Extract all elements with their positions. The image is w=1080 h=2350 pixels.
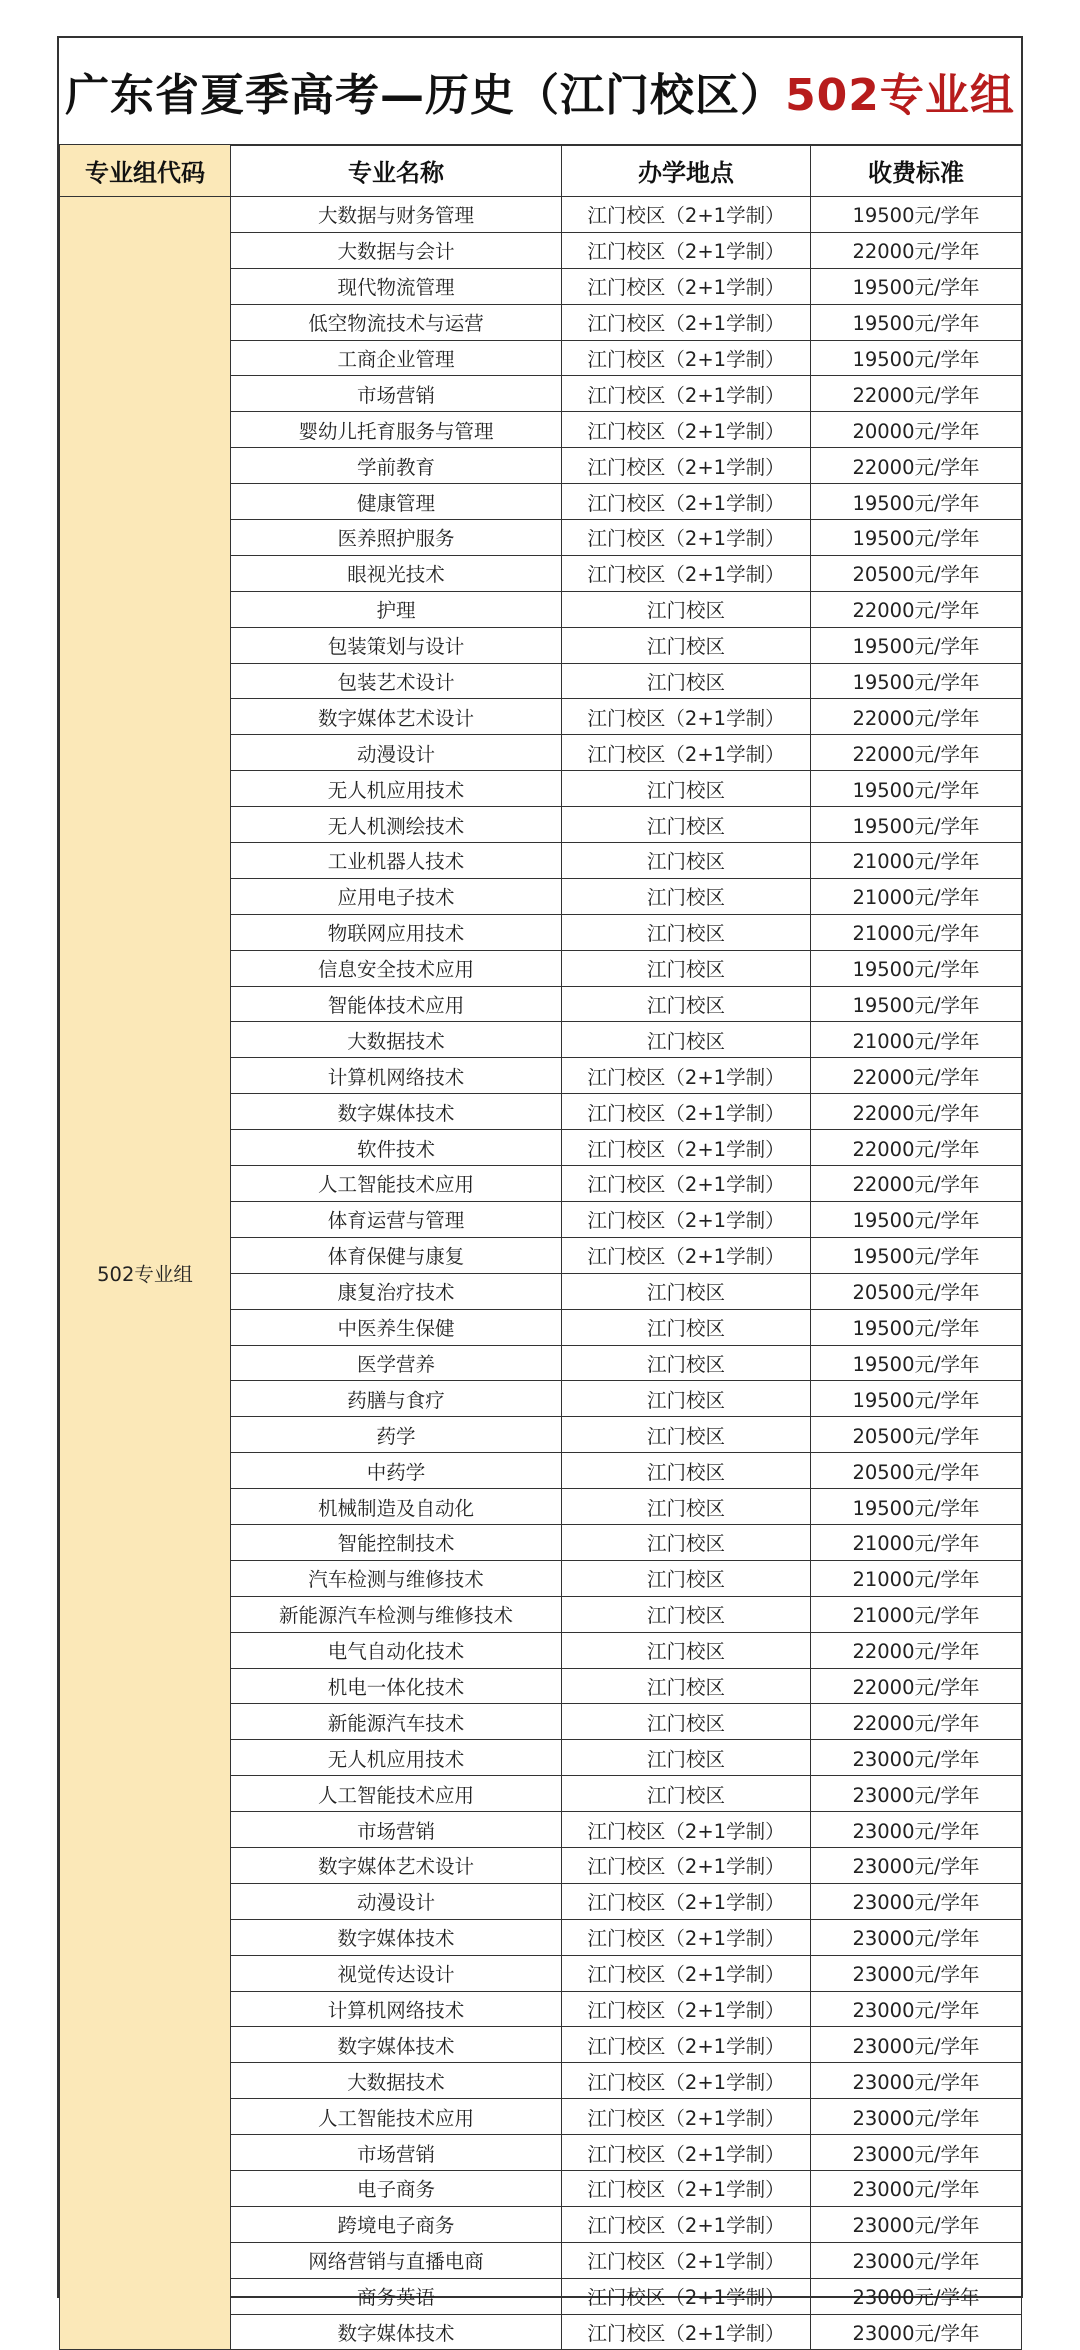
major-name-cell: 大数据与会计: [231, 232, 562, 268]
major-name-cell: 市场营销: [231, 376, 562, 412]
location-cell: 江门校区: [562, 1381, 811, 1417]
location-cell: 江门校区（2+1学制）: [562, 448, 811, 484]
major-name-cell: 包装艺术设计: [231, 663, 562, 699]
major-name-cell: 学前教育: [231, 448, 562, 484]
location-cell: 江门校区（2+1学制）: [562, 2314, 811, 2350]
major-name-cell: 智能体技术应用: [231, 986, 562, 1022]
location-cell: 江门校区（2+1学制）: [562, 1094, 811, 1130]
fee-cell: 19500元/学年: [811, 950, 1022, 986]
location-cell: 江门校区: [562, 1560, 811, 1596]
major-name-cell: 体育运营与管理: [231, 1201, 562, 1237]
fee-cell: 23000元/学年: [811, 2242, 1022, 2278]
major-name-cell: 人工智能技术应用: [231, 1166, 562, 1202]
major-name-cell: 中医养生保健: [231, 1309, 562, 1345]
fee-cell: 19500元/学年: [811, 304, 1022, 340]
location-cell: 江门校区（2+1学制）: [562, 1058, 811, 1094]
fee-cell: 23000元/学年: [811, 2063, 1022, 2099]
location-cell: 江门校区（2+1学制）: [562, 412, 811, 448]
major-name-cell: 护理: [231, 591, 562, 627]
fee-cell: 19500元/学年: [811, 1237, 1022, 1273]
major-name-cell: 包装策划与设计: [231, 627, 562, 663]
fee-cell: 19500元/学年: [811, 663, 1022, 699]
location-cell: 江门校区: [562, 1022, 811, 1058]
fee-cell: 19500元/学年: [811, 807, 1022, 843]
fee-cell: 23000元/学年: [811, 1883, 1022, 1919]
fee-cell: 23000元/学年: [811, 2135, 1022, 2171]
fee-cell: 22000元/学年: [811, 1632, 1022, 1668]
major-name-cell: 信息安全技术应用: [231, 950, 562, 986]
fee-cell: 22000元/学年: [811, 232, 1022, 268]
fee-cell: 19500元/学年: [811, 986, 1022, 1022]
location-cell: 江门校区（2+1学制）: [562, 2063, 811, 2099]
location-cell: 江门校区: [562, 1309, 811, 1345]
fee-cell: 21000元/学年: [811, 1560, 1022, 1596]
major-name-cell: 大数据技术: [231, 1022, 562, 1058]
fee-cell: 22000元/学年: [811, 735, 1022, 771]
fee-cell: 19500元/学年: [811, 1201, 1022, 1237]
location-cell: 江门校区（2+1学制）: [562, 232, 811, 268]
location-cell: 江门校区（2+1学制）: [562, 2135, 811, 2171]
major-name-cell: 医养照护服务: [231, 520, 562, 556]
location-cell: 江门校区: [562, 1417, 811, 1453]
fee-cell: 22000元/学年: [811, 1704, 1022, 1740]
major-name-cell: 药膳与食疗: [231, 1381, 562, 1417]
location-cell: 江门校区（2+1学制）: [562, 1201, 811, 1237]
fee-cell: 21000元/学年: [811, 1022, 1022, 1058]
fee-cell: 22000元/学年: [811, 1166, 1022, 1202]
fee-cell: 19500元/学年: [811, 1381, 1022, 1417]
major-name-cell: 物联网应用技术: [231, 914, 562, 950]
header-major-name: 专业名称: [231, 145, 562, 197]
location-cell: 江门校区: [562, 1345, 811, 1381]
major-name-cell: 数字媒体技术: [231, 2027, 562, 2063]
major-name-cell: 工业机器人技术: [231, 843, 562, 879]
major-name-cell: 工商企业管理: [231, 340, 562, 376]
location-cell: 江门校区（2+1学制）: [562, 735, 811, 771]
fee-cell: 23000元/学年: [811, 2170, 1022, 2206]
table-header-row: [60, 145, 1022, 197]
location-cell: 江门校区（2+1学制）: [562, 1991, 811, 2027]
major-name-cell: 大数据与财务管理: [231, 197, 562, 233]
fee-cell: 19500元/学年: [811, 197, 1022, 233]
location-cell: 江门校区（2+1学制）: [562, 520, 811, 556]
page-title: [59, 38, 1021, 146]
major-name-cell: 软件技术: [231, 1130, 562, 1166]
fee-cell: 22000元/学年: [811, 376, 1022, 412]
fee-cell: 20500元/学年: [811, 1273, 1022, 1309]
major-name-cell: 网络营销与直播电商: [231, 2242, 562, 2278]
location-cell: 江门校区（2+1学制）: [562, 1237, 811, 1273]
group-code-cell: 502专业组: [60, 197, 231, 2350]
fee-cell: 23000元/学年: [811, 2027, 1022, 2063]
fee-cell: 19500元/学年: [811, 1489, 1022, 1525]
major-name-cell: 人工智能技术应用: [231, 1776, 562, 1812]
fee-cell: 21000元/学年: [811, 1524, 1022, 1560]
location-cell: 江门校区（2+1学制）: [562, 2278, 811, 2314]
major-name-cell: 体育保健与康复: [231, 1237, 562, 1273]
header-location: 办学地点: [562, 145, 811, 197]
location-cell: 江门校区: [562, 1632, 811, 1668]
fee-cell: 20000元/学年: [811, 412, 1022, 448]
location-cell: 江门校区（2+1学制）: [562, 268, 811, 304]
fee-cell: 20500元/学年: [811, 1453, 1022, 1489]
major-name-cell: 应用电子技术: [231, 878, 562, 914]
location-cell: 江门校区: [562, 986, 811, 1022]
fee-cell: 20500元/学年: [811, 555, 1022, 591]
location-cell: 江门校区（2+1学制）: [562, 2206, 811, 2242]
major-name-cell: 电子商务: [231, 2170, 562, 2206]
major-name-cell: 数字媒体技术: [231, 1919, 562, 1955]
major-name-cell: 大数据技术: [231, 2063, 562, 2099]
fee-cell: 22000元/学年: [811, 591, 1022, 627]
fee-cell: 23000元/学年: [811, 1955, 1022, 1991]
major-name-cell: 市场营销: [231, 1812, 562, 1848]
location-cell: 江门校区（2+1学制）: [562, 376, 811, 412]
fee-cell: 22000元/学年: [811, 1094, 1022, 1130]
fee-cell: 23000元/学年: [811, 1991, 1022, 2027]
major-name-cell: 人工智能技术应用: [231, 2099, 562, 2135]
major-name-cell: 数字媒体艺术设计: [231, 699, 562, 735]
major-name-cell: 机电一体化技术: [231, 1668, 562, 1704]
fee-cell: 19500元/学年: [811, 1345, 1022, 1381]
location-cell: 江门校区: [562, 1740, 811, 1776]
fee-cell: 23000元/学年: [811, 1812, 1022, 1848]
location-cell: 江门校区: [562, 627, 811, 663]
major-fee-table: [59, 144, 1022, 2350]
fee-cell: 22000元/学年: [811, 448, 1022, 484]
major-name-cell: 中药学: [231, 1453, 562, 1489]
major-name-cell: 动漫设计: [231, 1883, 562, 1919]
major-name-cell: 无人机应用技术: [231, 771, 562, 807]
major-name-cell: 数字媒体技术: [231, 1094, 562, 1130]
fee-cell: 21000元/学年: [811, 914, 1022, 950]
fee-cell: 19500元/学年: [811, 771, 1022, 807]
fee-cell: 23000元/学年: [811, 2206, 1022, 2242]
location-cell: 江门校区（2+1学制）: [562, 2170, 811, 2206]
fee-cell: 21000元/学年: [811, 878, 1022, 914]
major-name-cell: 汽车检测与维修技术: [231, 1560, 562, 1596]
major-name-cell: 现代物流管理: [231, 268, 562, 304]
location-cell: 江门校区（2+1学制）: [562, 2027, 811, 2063]
location-cell: 江门校区: [562, 807, 811, 843]
location-cell: 江门校区: [562, 1704, 811, 1740]
major-name-cell: 机械制造及自动化: [231, 1489, 562, 1525]
major-name-cell: 医学营养: [231, 1345, 562, 1381]
location-cell: 江门校区: [562, 950, 811, 986]
major-name-cell: 跨境电子商务: [231, 2206, 562, 2242]
location-cell: 江门校区（2+1学制）: [562, 555, 811, 591]
fee-cell: 22000元/学年: [811, 1668, 1022, 1704]
major-name-cell: 低空物流技术与运营: [231, 304, 562, 340]
major-name-cell: 计算机网络技术: [231, 1991, 562, 2027]
major-name-cell: 数字媒体艺术设计: [231, 1847, 562, 1883]
location-cell: 江门校区（2+1学制）: [562, 1919, 811, 1955]
fee-cell: 23000元/学年: [811, 1919, 1022, 1955]
location-cell: 江门校区: [562, 591, 811, 627]
location-cell: 江门校区: [562, 771, 811, 807]
major-name-cell: 新能源汽车技术: [231, 1704, 562, 1740]
major-name-cell: 智能控制技术: [231, 1524, 562, 1560]
location-cell: 江门校区: [562, 1668, 811, 1704]
fee-cell: 19500元/学年: [811, 340, 1022, 376]
major-name-cell: 视觉传达设计: [231, 1955, 562, 1991]
location-cell: 江门校区（2+1学制）: [562, 1130, 811, 1166]
major-name-cell: 市场营销: [231, 2135, 562, 2171]
location-cell: 江门校区（2+1学制）: [562, 2099, 811, 2135]
major-name-cell: 康复治疗技术: [231, 1273, 562, 1309]
major-name-cell: 计算机网络技术: [231, 1058, 562, 1094]
table-body: [60, 197, 1022, 2350]
major-name-cell: 商务英语: [231, 2278, 562, 2314]
fee-cell: 22000元/学年: [811, 1058, 1022, 1094]
header-fee: 收费标准: [811, 145, 1022, 197]
document-frame: [57, 36, 1023, 2345]
location-cell: 江门校区: [562, 1489, 811, 1525]
fee-cell: 19500元/学年: [811, 1309, 1022, 1345]
location-cell: 江门校区: [562, 1273, 811, 1309]
location-cell: 江门校区: [562, 878, 811, 914]
location-cell: 江门校区: [562, 1524, 811, 1560]
location-cell: 江门校区: [562, 843, 811, 879]
location-cell: 江门校区: [562, 1453, 811, 1489]
fee-cell: 22000元/学年: [811, 699, 1022, 735]
location-cell: 江门校区（2+1学制）: [562, 340, 811, 376]
fee-cell: 23000元/学年: [811, 2278, 1022, 2314]
location-cell: 江门校区（2+1学制）: [562, 304, 811, 340]
major-name-cell: 药学: [231, 1417, 562, 1453]
fee-cell: 20500元/学年: [811, 1417, 1022, 1453]
major-name-cell: 电气自动化技术: [231, 1632, 562, 1668]
major-name-cell: 无人机测绘技术: [231, 807, 562, 843]
location-cell: 江门校区（2+1学制）: [562, 699, 811, 735]
major-name-cell: 眼视光技术: [231, 555, 562, 591]
location-cell: 江门校区（2+1学制）: [562, 1847, 811, 1883]
fee-cell: 23000元/学年: [811, 1740, 1022, 1776]
major-name-cell: 无人机应用技术: [231, 1740, 562, 1776]
major-name-cell: 健康管理: [231, 484, 562, 520]
fee-cell: 21000元/学年: [811, 843, 1022, 879]
location-cell: 江门校区（2+1学制）: [562, 2242, 811, 2278]
location-cell: 江门校区（2+1学制）: [562, 1166, 811, 1202]
fee-cell: 22000元/学年: [811, 1130, 1022, 1166]
fee-cell: 19500元/学年: [811, 484, 1022, 520]
fee-cell: 19500元/学年: [811, 627, 1022, 663]
title-accent: 502专业组: [785, 70, 1015, 121]
fee-cell: 19500元/学年: [811, 268, 1022, 304]
location-cell: 江门校区（2+1学制）: [562, 1812, 811, 1848]
fee-cell: 23000元/学年: [811, 1776, 1022, 1812]
title-main: 广东省夏季高考—历史（江门校区）: [65, 70, 786, 121]
location-cell: 江门校区: [562, 1596, 811, 1632]
header-group-code: 专业组代码: [60, 145, 231, 197]
location-cell: 江门校区（2+1学制）: [562, 484, 811, 520]
fee-cell: 23000元/学年: [811, 2314, 1022, 2350]
location-cell: 江门校区（2+1学制）: [562, 1955, 811, 1991]
fee-cell: 23000元/学年: [811, 1847, 1022, 1883]
major-name-cell: 数字媒体技术: [231, 2314, 562, 2350]
location-cell: 江门校区: [562, 663, 811, 699]
fee-cell: 21000元/学年: [811, 1596, 1022, 1632]
major-name-cell: 动漫设计: [231, 735, 562, 771]
location-cell: 江门校区: [562, 914, 811, 950]
location-cell: 江门校区（2+1学制）: [562, 197, 811, 233]
fee-cell: 19500元/学年: [811, 520, 1022, 556]
location-cell: 江门校区: [562, 1776, 811, 1812]
fee-cell: 23000元/学年: [811, 2099, 1022, 2135]
location-cell: 江门校区（2+1学制）: [562, 1883, 811, 1919]
major-name-cell: 新能源汽车检测与维修技术: [231, 1596, 562, 1632]
table-row: [60, 197, 1022, 233]
major-name-cell: 婴幼儿托育服务与管理: [231, 412, 562, 448]
